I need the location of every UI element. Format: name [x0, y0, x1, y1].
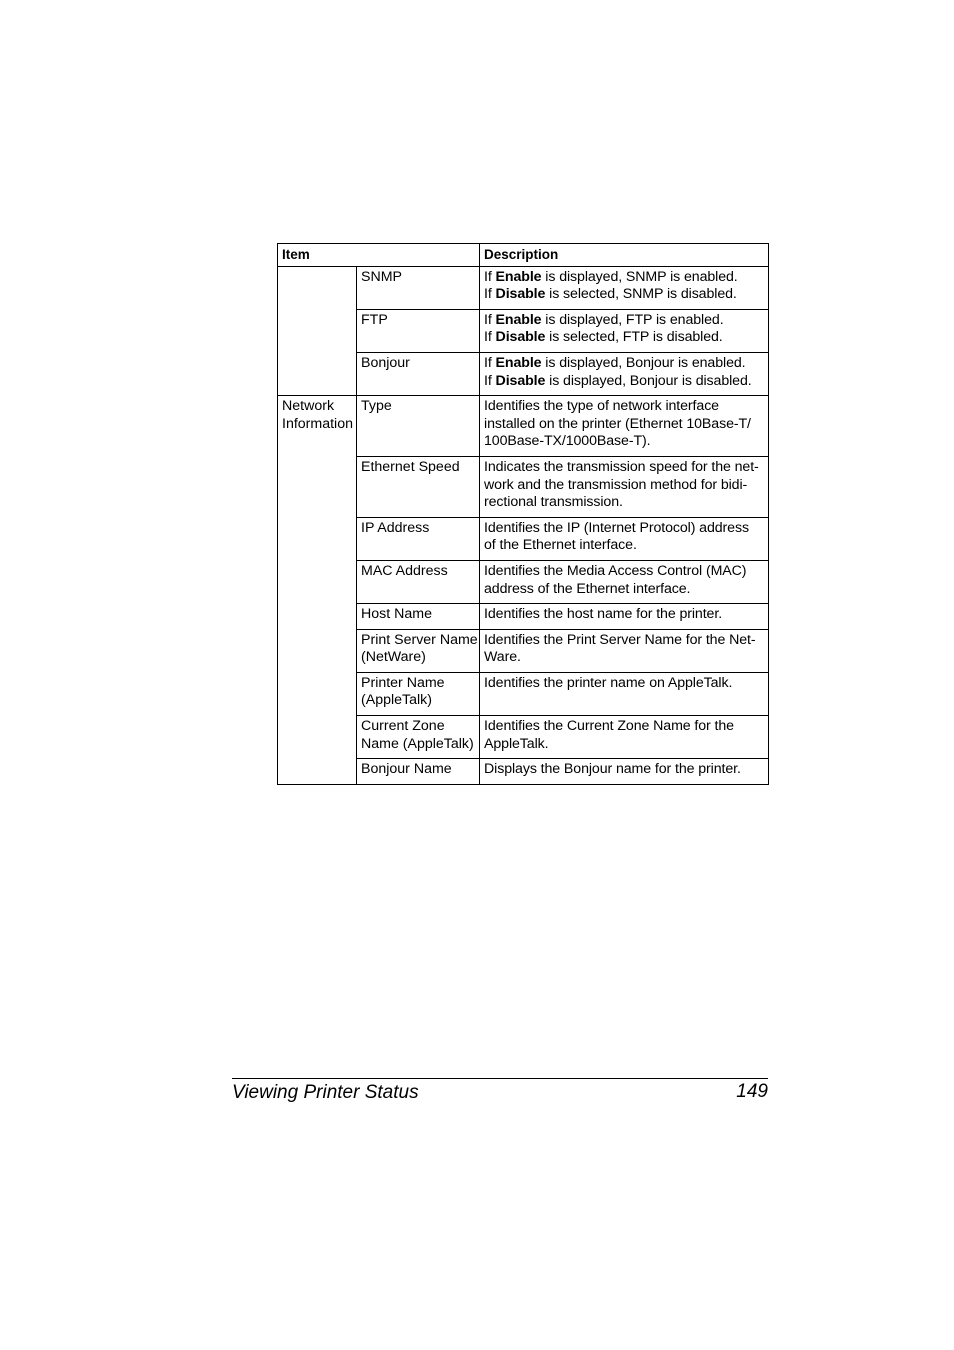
- item-cell: [357, 560, 480, 603]
- description-text: Identifies the IP (Internet Protocol) address: [484, 519, 749, 536]
- description-text: is displayed, SNMP is enabled.: [541, 268, 738, 285]
- header-item: Item: [278, 244, 480, 267]
- description-text: is selected, FTP is disabled.: [545, 329, 723, 346]
- description-line: [484, 520, 767, 538]
- description-line: [484, 606, 767, 624]
- description-text: address of the Ethernet interface.: [484, 580, 691, 597]
- table-body: [278, 266, 769, 784]
- page-number: 149: [736, 1081, 768, 1102]
- description-line: [484, 761, 767, 779]
- description-text: Identifies the Print Server Name for the Net-: [484, 631, 756, 648]
- description-cell: [480, 456, 769, 517]
- item-cell: [357, 456, 480, 517]
- description-text: installed on the printer (Ethernet 10Base-T/: [484, 415, 751, 432]
- item-label-line: (AppleTalk): [361, 692, 432, 709]
- description-text: Identifies the type of network interface: [484, 398, 719, 415]
- description-text: If: [484, 311, 496, 328]
- description-keyword: Enable: [495, 354, 542, 371]
- description-cell: [480, 517, 769, 560]
- description-text: rectional transmission.: [484, 494, 623, 511]
- description-text: AppleTalk.: [484, 735, 549, 752]
- description-keyword: Disable: [495, 372, 546, 389]
- description-keyword: Disable: [495, 286, 546, 303]
- item-label-line: SNMP: [361, 268, 402, 285]
- table-header-row: [278, 244, 769, 267]
- description-text: is displayed, FTP is enabled.: [541, 311, 724, 328]
- description-keyword: Enable: [495, 311, 542, 328]
- description-text: of the Ethernet interface.: [484, 537, 637, 554]
- item-label-line: IP Address: [361, 519, 430, 536]
- description-line: [484, 563, 767, 581]
- description-line: [484, 312, 767, 330]
- item-cell: [357, 309, 480, 352]
- description-line: [484, 286, 767, 304]
- description-text: If: [484, 372, 496, 389]
- description-line: [484, 718, 767, 736]
- network-status-table: [277, 243, 769, 785]
- description-text: is selected, SNMP is disabled.: [545, 286, 737, 303]
- description-line: [484, 649, 767, 667]
- description-cell: [480, 352, 769, 395]
- description-line: [484, 373, 767, 391]
- group-label-line: Information: [282, 415, 353, 432]
- footer-divider: [232, 1078, 768, 1079]
- description-line: [484, 269, 767, 287]
- item-cell: [357, 352, 480, 395]
- description-line: [484, 459, 767, 477]
- description-keyword: Disable: [495, 329, 546, 346]
- description-line: [484, 675, 767, 693]
- description-text: Identifies the printer name on AppleTalk.: [484, 674, 733, 691]
- description-line: [484, 416, 767, 434]
- description-text: If: [484, 354, 496, 371]
- item-label-line: (NetWare): [361, 649, 426, 666]
- description-line: [484, 329, 767, 347]
- item-cell: [357, 517, 480, 560]
- description-line: [484, 433, 767, 451]
- item-label-line: Current Zone: [361, 718, 445, 735]
- item-cell: [357, 604, 480, 630]
- item-label-line: Host Name: [361, 606, 432, 623]
- description-line: [484, 736, 767, 754]
- group-label-line: Network: [282, 398, 335, 415]
- item-label-line: Type: [361, 398, 392, 415]
- description-line: [484, 477, 767, 495]
- item-label-line: MAC Address: [361, 562, 448, 579]
- description-text: If: [484, 329, 496, 346]
- description-text: If: [484, 286, 496, 303]
- description-line: [484, 632, 767, 650]
- item-cell: [357, 396, 480, 457]
- header-description: Description: [480, 244, 769, 267]
- description-text: Displays the Bonjour name for the printer.: [484, 761, 741, 778]
- item-cell: [357, 266, 480, 309]
- description-cell: [480, 396, 769, 457]
- description-cell: [480, 309, 769, 352]
- description-text: Indicates the transmission speed for the net-: [484, 458, 759, 475]
- item-cell: [357, 672, 480, 715]
- description-line: [484, 494, 767, 512]
- description-text: If: [484, 268, 496, 285]
- group-cell-network-information: [278, 396, 357, 785]
- group-cell-empty: [278, 266, 357, 396]
- description-text: work and the transmission method for bidi-: [484, 476, 748, 493]
- item-label-line: Bonjour: [361, 354, 410, 371]
- item-label-line: Print Server Name: [361, 631, 478, 648]
- table-row: [278, 396, 769, 457]
- table-row: [278, 266, 769, 309]
- description-cell: [480, 716, 769, 759]
- item-cell: [357, 759, 480, 785]
- description-cell: [480, 560, 769, 603]
- description-line: [484, 581, 767, 599]
- item-label-line: Printer Name: [361, 674, 445, 691]
- description-cell: [480, 759, 769, 785]
- item-cell: [357, 716, 480, 759]
- description-line: [484, 537, 767, 555]
- description-line: [484, 355, 767, 373]
- description-text: 100Base-TX/1000Base-T).: [484, 433, 651, 450]
- item-label-line: Bonjour Name: [361, 761, 452, 778]
- description-line: [484, 398, 767, 416]
- description-cell: [480, 629, 769, 672]
- description-cell: [480, 266, 769, 309]
- description-cell: [480, 672, 769, 715]
- description-text: Identifies the host name for the printer.: [484, 606, 723, 623]
- description-text: Ware.: [484, 649, 521, 666]
- description-text: is displayed, Bonjour is disabled.: [545, 372, 752, 389]
- item-label-line: FTP: [361, 311, 388, 328]
- item-label-line: Ethernet Speed: [361, 458, 460, 475]
- description-text: is displayed, Bonjour is enabled.: [541, 354, 746, 371]
- description-text: Identifies the Media Access Control (MAC): [484, 562, 747, 579]
- description-cell: [480, 604, 769, 630]
- footer-title: Viewing Printer Status: [232, 1082, 419, 1103]
- description-text: Identifies the Current Zone Name for the: [484, 718, 734, 735]
- description-keyword: Enable: [495, 268, 542, 285]
- item-label-line: Name (AppleTalk): [361, 735, 474, 752]
- item-cell: [357, 629, 480, 672]
